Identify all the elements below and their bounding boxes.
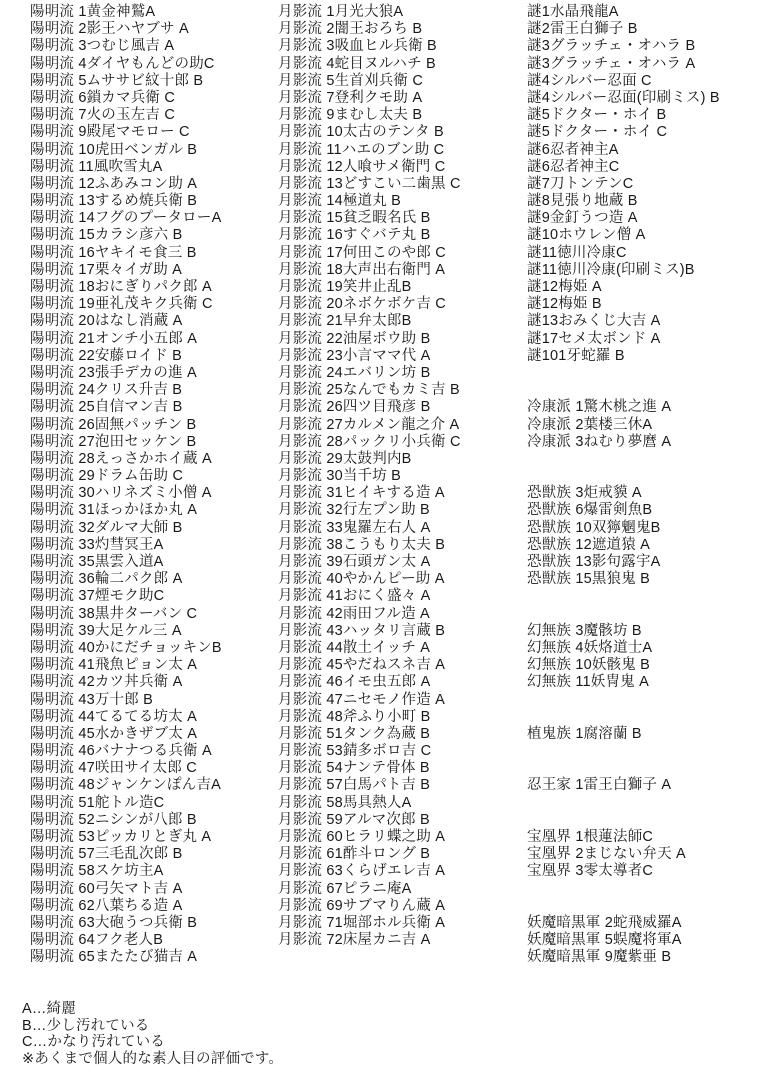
list-line: 月影流 32行左プン助 B	[278, 502, 430, 519]
list-line: 月影流 31ヒイキする造 A	[278, 485, 445, 502]
list-line: 月影流 45やだねスネ吉 A	[278, 657, 446, 674]
list-line: 幻無族 4妖烙道士A	[527, 639, 653, 656]
list-line: 陽明流 2影王ハヤブサ A	[30, 21, 189, 38]
list-line: 陽明流 62八葉ちる造 A	[30, 897, 183, 914]
list-line: 謎12梅姫 B	[527, 296, 602, 313]
list-line: 陽明流 18おにぎりパク郎 A	[30, 279, 212, 295]
list-line: 謎17セメ太ボンド A	[527, 330, 661, 347]
list-line: 陽明流 12ふあみコン助 A	[30, 175, 198, 192]
list-line: 月影流 13どすこい二歯黒 C	[278, 175, 461, 192]
list-line: A…綺麗	[22, 1001, 76, 1017]
list-line: 月影流 22油屋ボウ助 B	[278, 330, 431, 347]
list-line: 陽明流 4ダイヤもんどの助C	[30, 55, 215, 72]
list-line: 月影流 58馬具熱人A	[278, 794, 412, 811]
list-line: 月影流 44散土イッチ A	[278, 639, 431, 656]
list-line: 謎6忍者神主C	[527, 158, 620, 175]
list-line: 謎8見張り地蔵 B	[527, 193, 638, 210]
list-line: 月影流 5生首刈兵衛 C	[278, 72, 423, 89]
list-line: 月影流 26四ツ目飛彦 B	[278, 399, 431, 416]
list-line: 謎11徳川冷康C	[527, 244, 627, 261]
list-line: 陽明流 42カツ丼兵衛 A	[30, 674, 183, 691]
list-line: 謎5ドクター・ホイ C	[527, 124, 668, 141]
list-line: 月影流 30当千坊 B	[278, 468, 402, 485]
list-line: 月影流 9まむし太夫 B	[278, 107, 423, 124]
list-line: 月影流 11ハエのブン助 C	[278, 141, 445, 158]
list-line: 陽明流 29ドラム缶助 C	[30, 468, 184, 485]
list-line: 陽明流 63大砲うつ兵衛 B	[30, 914, 198, 931]
list-line: 月影流 51タンク為蔵 B	[278, 725, 431, 742]
list-line: 陽明流 58スケ坊主A	[30, 863, 164, 880]
list-line: 謎3グラッチェ・オハラ A	[527, 55, 696, 72]
list-line: 陽明流 38黒井ターバン C	[30, 605, 198, 622]
list-line: 冷康派 2葉楼三休A	[527, 416, 653, 433]
list-line: 月影流 23小言ママ代 A	[278, 347, 431, 364]
list-line: 陽明流 3つむじ風吉 A	[30, 38, 175, 55]
list-line: 陽明流 11風吹雪丸A	[30, 158, 163, 175]
list-line	[527, 588, 720, 605]
list-line: 陽明流 16ヤキイモ食三 B	[30, 244, 197, 261]
list-line: 陽明流 33灼彗冥王A	[30, 536, 164, 553]
list-line: 月影流 43ハッタリ言蔵 B	[278, 622, 446, 639]
list-line	[527, 743, 720, 760]
list-line: 月影流 2闇王おろち B	[278, 21, 423, 38]
list-line: 陽明流 36輪二パク郎 A	[30, 571, 183, 588]
list-line: 冷康派 1驚木桃之進 A	[527, 399, 672, 416]
list-line: 幻無族 11妖冑鬼 A	[527, 674, 649, 691]
list-line: 陽明流 28えっさかホイ蔵 A	[30, 450, 212, 467]
list-line: 陽明流 26固無パッチン B	[30, 416, 197, 433]
list-line: 陽明流 64フク老人B	[30, 932, 164, 949]
list-line: 植鬼族 1腐溶蘭 B	[527, 725, 642, 742]
list-line: 月影流 17何田このや郎 C	[278, 244, 446, 261]
list-line: ※あくまで個人的な素人目の評価です。	[22, 1050, 284, 1067]
list-line: 陽明流 40かにだチョッキンB	[30, 639, 222, 656]
list-line: 月影流 15貧乏暇名氏 B	[278, 210, 431, 227]
list-line: 陽明流 51舵トル造C	[30, 794, 165, 811]
list-line: 幻無族 10妖骸鬼 B	[527, 657, 651, 674]
list-line: 陽明流 24クリス升吉 B	[30, 382, 183, 399]
list-line: 月影流 57白馬パト吉 B	[278, 777, 431, 794]
list-line: 妖魔暗黒軍 5蜈魔将軍A	[527, 932, 682, 949]
list-line: 月影流 3吸血ヒル兵衛 B	[278, 38, 437, 55]
list-line: 月影流 54ナンテ骨体 B	[278, 760, 430, 777]
list-line: C…かなり汚れている	[22, 1034, 165, 1050]
list-line	[527, 365, 720, 382]
column-tsukikage-ryu	[278, 4, 461, 949]
list-line: 月影流 63くらげエレ吉 A	[278, 863, 446, 880]
list-line: 謎12梅姫 A	[527, 279, 602, 295]
list-line: 月影流 72床屋カニ吉 A	[278, 932, 431, 949]
list-line: 謎4シルバー忍面 C	[527, 72, 652, 89]
list-line: 陽明流 27泡田セッケン B	[30, 433, 197, 450]
list-line: 恐獣族 3炬戒貘 A	[527, 485, 642, 502]
list-line	[527, 468, 720, 485]
list-line: 月影流 33鬼羅左右人 A	[278, 519, 431, 536]
list-line: 陽明流 43万十郎 B	[30, 691, 154, 708]
list-line	[527, 606, 720, 623]
list-line: 陽明流 60弓矢マト吉 A	[30, 880, 183, 897]
list-line: 陽明流 30ハリネズミ小僧 A	[30, 485, 212, 502]
list-line: 幻無族 3魔骸坊 B	[527, 622, 642, 639]
list-line: 月影流 42雨田フル造 A	[278, 605, 430, 622]
list-line: 陽明流 15カラシ彦六 B	[30, 227, 183, 244]
list-line: 陽明流 7火の玉左吉 C	[30, 107, 175, 124]
list-line: 陽明流 25自信マン吉 B	[30, 399, 183, 416]
list-line: 陽明流 19亜礼茂キク兵衛 C	[30, 296, 213, 313]
list-line: 忍王家 1雷王白獅子 A	[527, 777, 672, 794]
list-line: 月影流 7登利クモ助 A	[278, 89, 423, 106]
list-line: 月影流 41おにく盛々 A	[278, 588, 431, 605]
list-line: 月影流 10太古のテンタ B	[278, 124, 444, 141]
list-line: 陽明流 65またたび猫吉 A	[30, 949, 198, 966]
list-line: 月影流 46イモ虫五郎 A	[278, 674, 431, 691]
list-line: 月影流 40やかんピー助 A	[278, 571, 445, 588]
list-line: 恐獣族 6爆雷剣魚B	[527, 502, 653, 519]
list-line: 陽明流 5ムササビ紋十郎 B	[30, 72, 204, 89]
list-line: 宝凰界 1根蓮法師C	[527, 829, 654, 845]
list-line: 月影流 69サブマりん蔵 A	[278, 897, 446, 914]
list-line: 陽明流 41飛魚ピョン太 A	[30, 657, 198, 674]
list-line: 月影流 38こうもり太夫 B	[278, 536, 446, 553]
list-line: 謎2雷王白獅子 B	[527, 21, 638, 38]
list-line: 月影流 59アルマ次郎 B	[278, 811, 430, 828]
list-line: 月影流 25なんでもカミ吉 B	[278, 382, 460, 399]
list-line: 恐獣族 15黒狼鬼 B	[527, 571, 651, 588]
list-line: 月影流 24エバリン坊 B	[278, 364, 431, 381]
list-line: 月影流 39石頭ガン太 A	[278, 554, 431, 570]
list-line: 謎101牙蛇羅 B	[527, 347, 625, 364]
list-line: 月影流 60ヒラリ蝶之助 A	[278, 829, 446, 845]
list-line: 月影流 28パックリ小兵衛 C	[278, 433, 461, 450]
list-line	[527, 812, 720, 829]
list-line: 謎7刀トンテンC	[527, 175, 634, 192]
list-line	[527, 692, 720, 709]
list-line: 謎6忍者神主A	[527, 141, 619, 158]
list-line: 陽明流 31ほっかほか丸 A	[30, 502, 198, 519]
list-line: 陽明流 44てるてる坊太 A	[30, 708, 198, 725]
list-line: 陽明流 46バナナつる兵衛 A	[30, 743, 212, 760]
list-line: 陽明流 23張手デカの進 A	[30, 364, 197, 381]
list-line: 月影流 19笑井止乱B	[278, 279, 412, 295]
list-line: 陽明流 37煙モク助C	[30, 588, 165, 605]
list-line: 陽明流 1黄金神鷲A	[30, 4, 156, 20]
list-line: 陽明流 39大足ケル三 A	[30, 622, 182, 639]
list-line: 月影流 47ニセモノ作造 A	[278, 691, 446, 708]
list-line: 陽明流 53ピッカリとぎ丸 A	[30, 829, 212, 845]
list-line: 月影流 1月光大狼A	[278, 4, 404, 20]
list-line: 謎1水晶飛龍A	[527, 4, 619, 20]
column-yomei-ryu	[30, 4, 222, 967]
list-line	[527, 795, 720, 812]
list-line: 冷康派 3ねむり夢麿 A	[527, 433, 672, 450]
list-line: 妖魔暗黒軍 9魔紫亜 B	[527, 949, 672, 966]
list-line: 陽明流 20はなし消蔵 A	[30, 313, 183, 330]
list-line: 宝凰界 3零太導者C	[527, 863, 654, 880]
column-misc-groups	[527, 4, 720, 967]
list-line: 陽明流 57三毛乱次郎 B	[30, 846, 183, 863]
list-line	[527, 760, 720, 777]
list-line: 宝凰界 2まじない弁天 A	[527, 846, 686, 863]
grade-legend	[22, 1001, 283, 1067]
list-line: 陽明流 21オンチ小五郎 A	[30, 330, 198, 347]
list-line: B…少し汚れている	[22, 1017, 150, 1034]
list-line: 月影流 4蛇目ヌルハチ B	[278, 55, 436, 72]
list-line: 月影流 20ネボケボケ吉 C	[278, 296, 446, 313]
list-line: 謎13おみくじ大吉 A	[527, 313, 661, 330]
list-line: 月影流 29太鼓判内B	[278, 450, 412, 467]
list-line: 恐獣族 12遮道猿 A	[527, 536, 651, 553]
list-line: 陽明流 17栗々イガ助 A	[30, 261, 183, 278]
list-line: 陽明流 52ニシンが八郎 B	[30, 811, 197, 828]
list-line: 謎4シルバー忍面(印刷ミス) B	[527, 89, 720, 106]
list-line	[527, 881, 720, 898]
list-line: 陽明流 32ダルマ大師 B	[30, 519, 183, 536]
list-line: 月影流 48斧ふり小町 B	[278, 708, 431, 725]
list-line: 謎10ホウレン僧 A	[527, 227, 646, 244]
list-line: 陽明流 9殿尾マモロー C	[30, 124, 190, 141]
list-line	[527, 898, 720, 915]
list-line: 陽明流 13するめ焼兵衛 B	[30, 193, 198, 210]
list-line: 月影流 12人喰サメ衛門 C	[278, 158, 446, 175]
list-line: 陽明流 14フグのプータローA	[30, 210, 222, 227]
list-line: 陽明流 45水かきザブ太 A	[30, 725, 198, 742]
list-line: 陽明流 10虎田ベンガル B	[30, 141, 198, 158]
list-line: 陽明流 48ジャンケンぽん吉A	[30, 777, 222, 794]
list-line: 謎11徳川冷康(印刷ミス)B	[527, 261, 695, 278]
list-line: 月影流 61酢斗ロング B	[278, 846, 431, 863]
list-line	[527, 451, 720, 468]
list-line: 月影流 14極道丸 B	[278, 193, 402, 210]
list-line: 陽明流 47咲田サイ太郎 C	[30, 760, 197, 777]
list-line: 月影流 71堀部ホル兵衛 A	[278, 914, 446, 931]
list-line: 月影流 53錆多ボロ吉 C	[278, 743, 432, 760]
list-line: 恐獣族 13影句露宇A	[527, 554, 661, 570]
list-line: 謎3グラッチェ・オハラ B	[527, 38, 696, 55]
list-line: 妖魔暗黒軍 2蛇飛威羅A	[527, 914, 682, 931]
list-line: 月影流 67ピラニ庵A	[278, 880, 412, 897]
list-line: 月影流 27カルメン龍之介 A	[278, 416, 460, 433]
list-line: 謎5ドクター・ホイ B	[527, 107, 667, 124]
list-line	[527, 382, 720, 399]
list-line: 月影流 18大声出右衛門 A	[278, 261, 446, 278]
list-line: 陽明流 35黒雲入道A	[30, 554, 164, 570]
list-line: 陽明流 6鎖カマ兵衛 C	[30, 89, 175, 106]
list-line: 陽明流 22安藤ロイド B	[30, 347, 183, 364]
list-line	[527, 709, 720, 726]
list-line: 謎9金釘うつ造 A	[527, 210, 638, 227]
list-line: 月影流 16すぐバテ丸 B	[278, 227, 431, 244]
list-line: 月影流 21早弁太郎B	[278, 313, 412, 330]
list-line: 恐獣族 10双獰魍鬼B	[527, 519, 661, 536]
